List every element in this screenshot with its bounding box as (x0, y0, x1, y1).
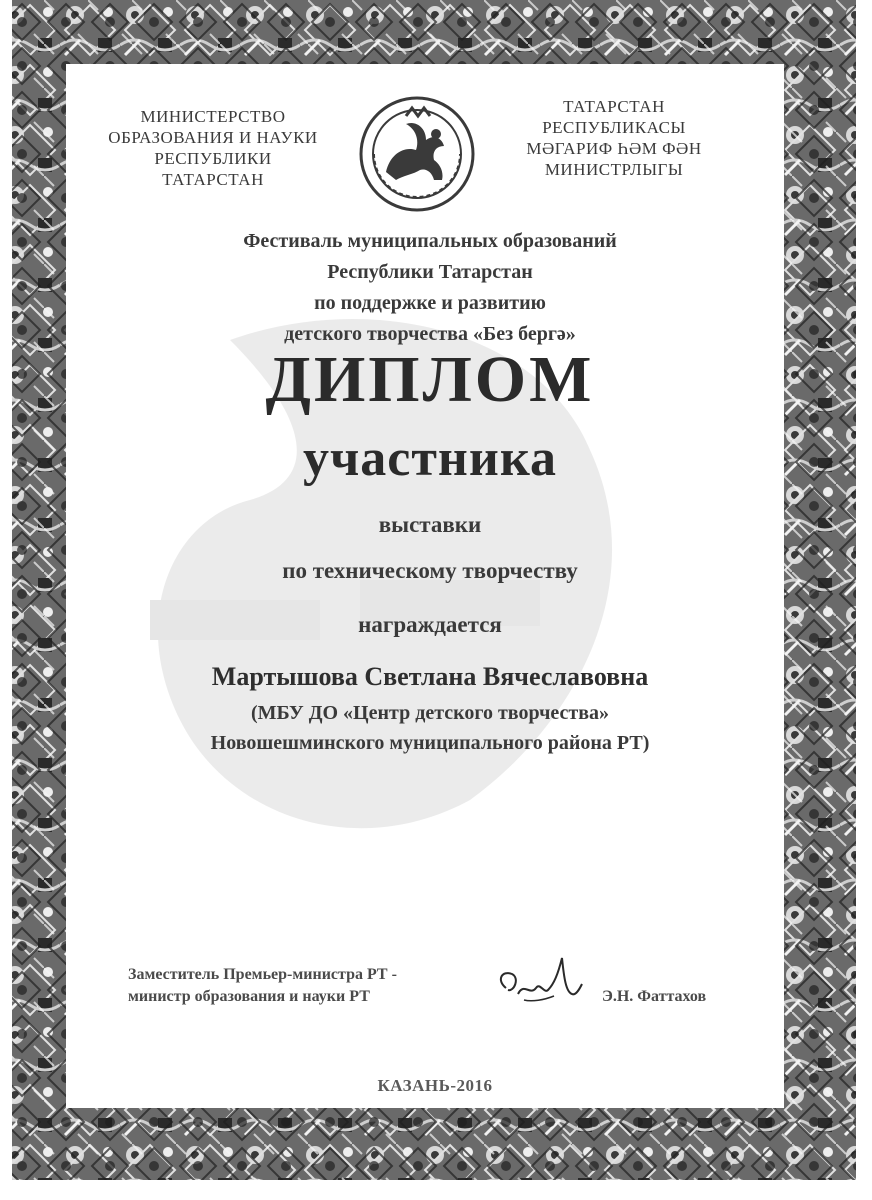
ministry-tt-line-4: МИНИСТРЛЫГЫ (544, 160, 684, 179)
festival-line-1: Фестиваль муниципальных образований (243, 230, 617, 252)
festival-line-2: Республики Татарстан (327, 261, 533, 283)
signatory-position-line-2: министр образования и науки РТ (128, 988, 370, 1005)
ministry-ru-line-4: ТАТАРСТАН (162, 170, 264, 189)
ministry-tt-line-1: ТАТАРСТАН (563, 97, 665, 116)
ministry-tt-line-3: МӘГАРИФ ҺӘМ ФӘН (526, 139, 702, 158)
award-line-exhibition: выставки (378, 512, 482, 537)
diploma-title: ДИПЛОМ (265, 343, 595, 416)
signatory-position-line-1: Заместитель Премьер-министра РТ - (128, 966, 397, 983)
award-line-category: по техническому творчеству (282, 558, 578, 583)
award-line-awarded: награждается (358, 612, 502, 637)
recipient-name: Мартышова Светлана Вячеславовна (211, 662, 649, 691)
ministry-ru-line-1: МИНИСТЕРСТВО (140, 107, 286, 126)
festival-title (130, 226, 730, 350)
handwritten-signature-icon (488, 944, 588, 1018)
diploma-subtitle: участника (302, 430, 558, 487)
recipient-org-line-1: (МБУ ДО «Центр детского творчества» (251, 702, 609, 724)
signatory-position (128, 964, 488, 1008)
signatory-name: Э.Н. Фаттахов (602, 988, 707, 1005)
ministry-name-tatar (500, 96, 728, 180)
festival-line-3: по поддержке и развитию (314, 292, 546, 314)
ministry-name-russian (88, 106, 338, 190)
ministry-ru-line-3: РЕСПУБЛИКИ (154, 149, 272, 168)
festival-line-4: детского творчества «Без бергә» (284, 323, 576, 345)
ministry-ru-line-2: ОБРАЗОВАНИЯ И НАУКИ (108, 128, 318, 147)
ministry-tt-line-2: РЕСПУБЛИКАСЫ (542, 118, 686, 137)
tatarstan-coat-of-arms-icon (356, 94, 478, 214)
recipient-org-line-2: Новошешминского муниципального района РТ) (210, 732, 650, 754)
place-and-year: КАЗАНЬ-2016 (377, 1076, 493, 1095)
